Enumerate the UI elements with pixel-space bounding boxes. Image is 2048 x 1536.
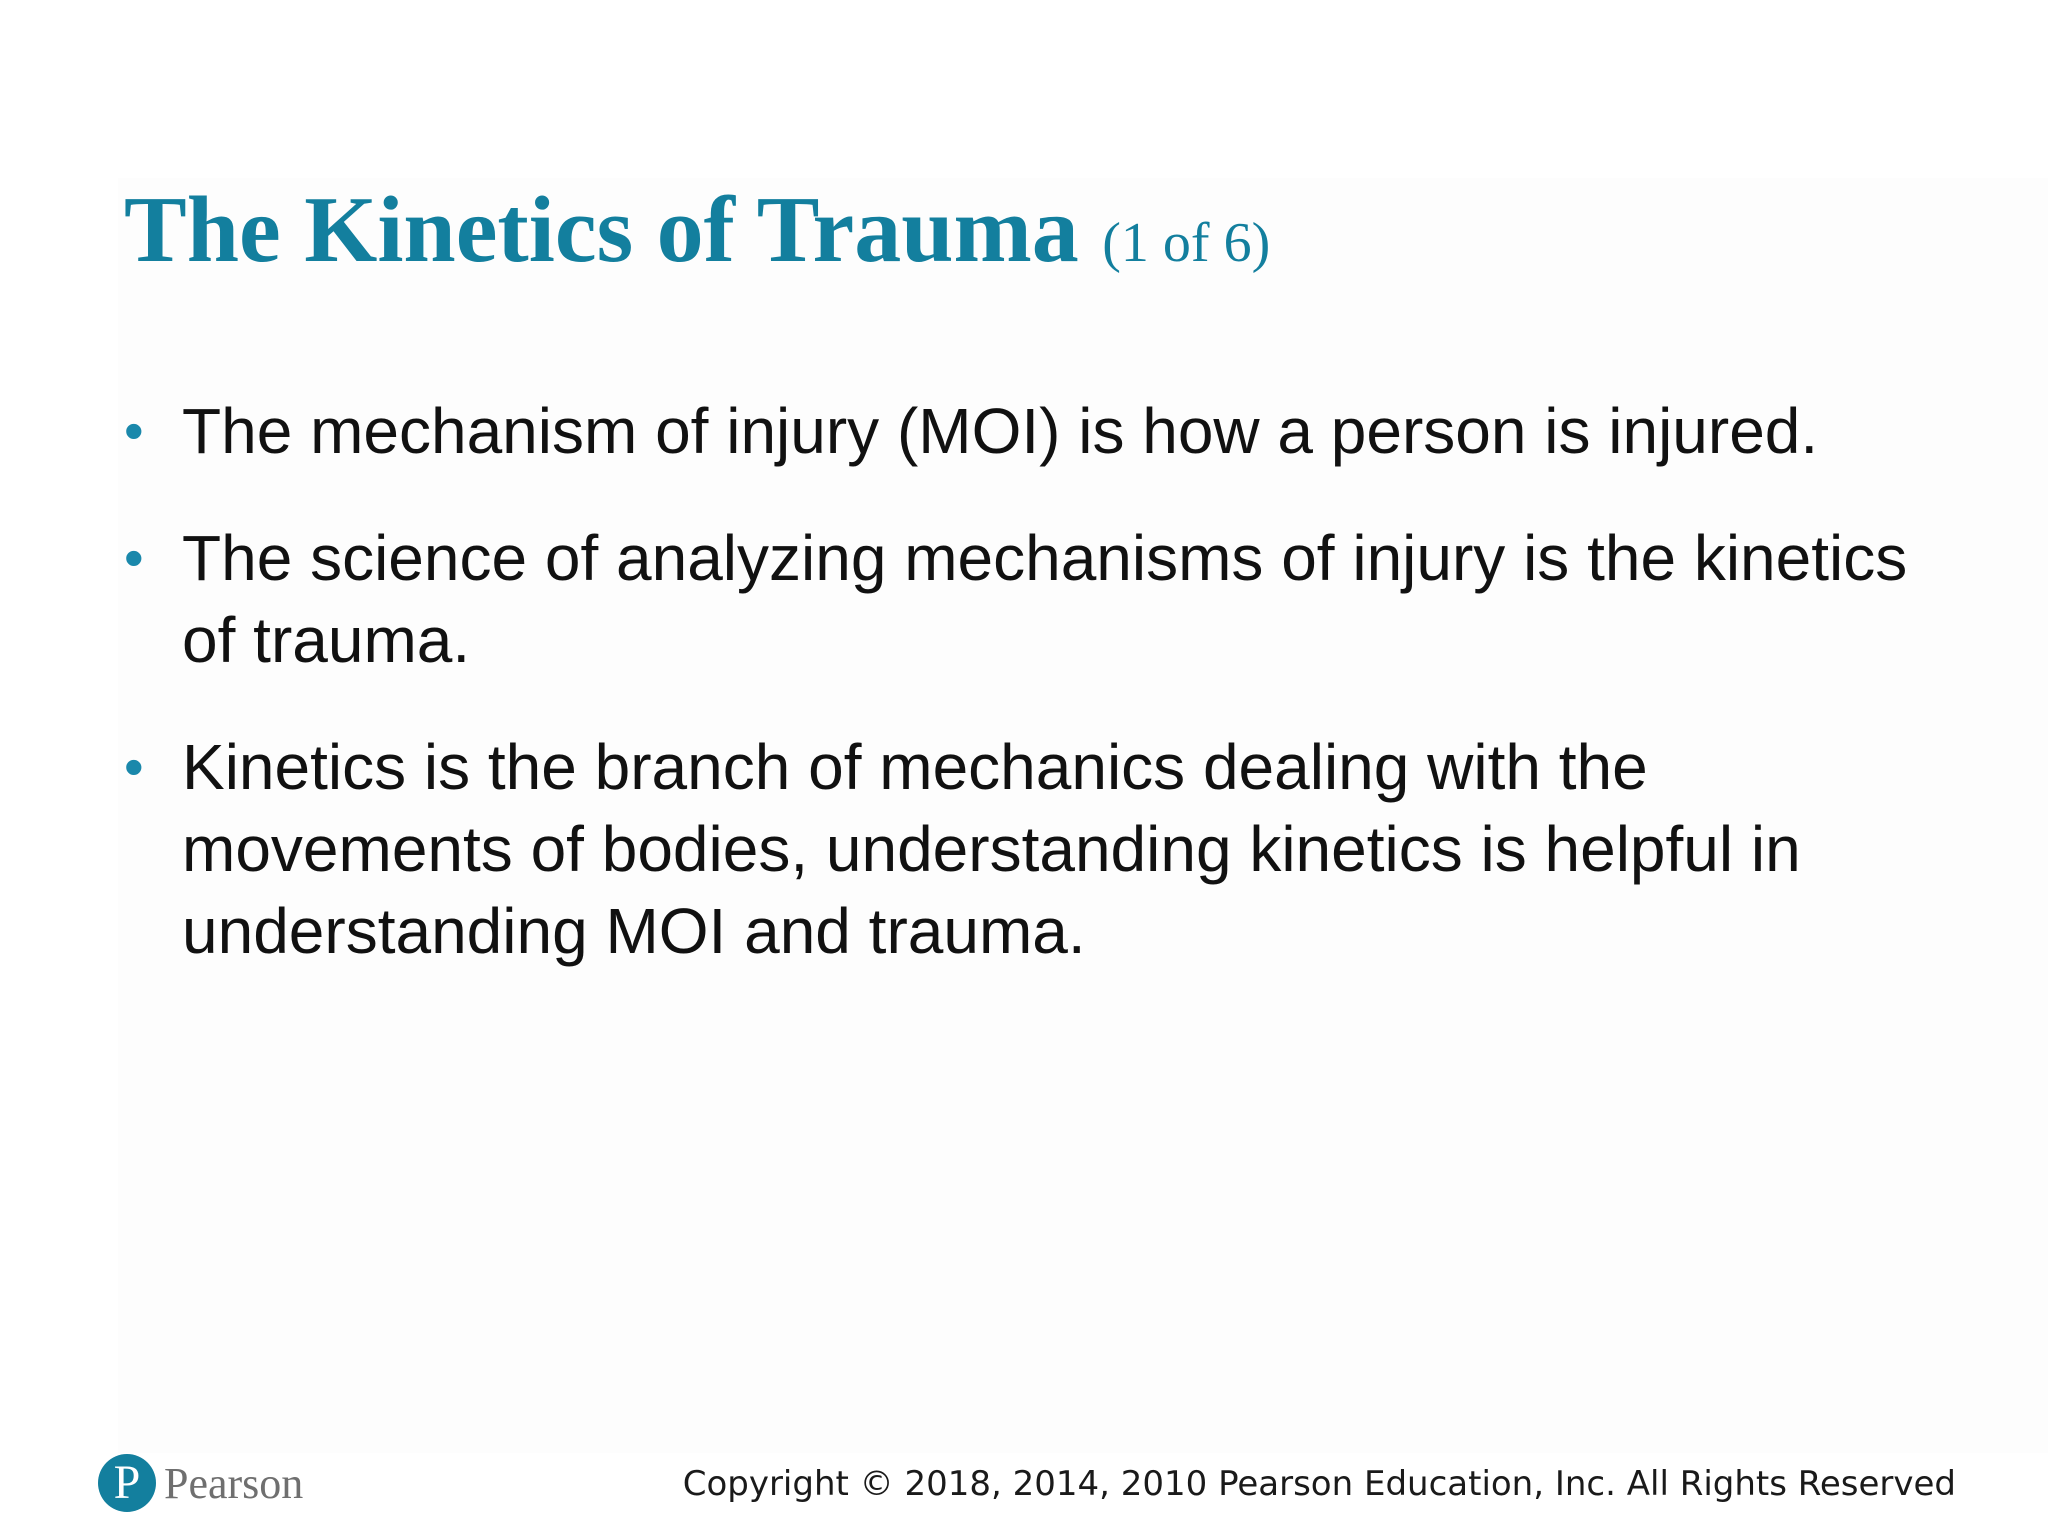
title-text: The Kinetics of Trauma bbox=[124, 178, 1079, 282]
bullet-item bbox=[124, 726, 1974, 972]
bullet-text: The science of analyzing mechanisms of injury is the kinetics of trauma. bbox=[182, 522, 1908, 676]
bullet-text: The mechanism of injury (MOI) is how a person is injured. bbox=[182, 395, 1819, 467]
bullet-list bbox=[124, 390, 1974, 1017]
bullet-icon: • bbox=[124, 399, 144, 462]
pearson-logo bbox=[98, 1450, 303, 1516]
pearson-logo-icon: P bbox=[98, 1454, 156, 1512]
bullet-text: Kinetics is the branch of mechanics dealing with the movements of bodies, understanding kinetics is helpful in understanding MOI and trauma. bbox=[182, 731, 1801, 967]
bullet-icon: • bbox=[124, 735, 144, 798]
pearson-logo-text: Pearson bbox=[164, 1458, 304, 1508]
copyright-notice: Copyright © 2018, 2014, 2010 Pearson Education, Inc. All Rights Reserved bbox=[682, 1464, 1956, 1504]
bullet-item bbox=[124, 390, 1974, 472]
slide-title bbox=[124, 176, 1270, 284]
bullet-item bbox=[124, 517, 1974, 681]
bullet-icon: • bbox=[124, 526, 144, 589]
slide-counter: (1 of 6) bbox=[1102, 212, 1271, 274]
